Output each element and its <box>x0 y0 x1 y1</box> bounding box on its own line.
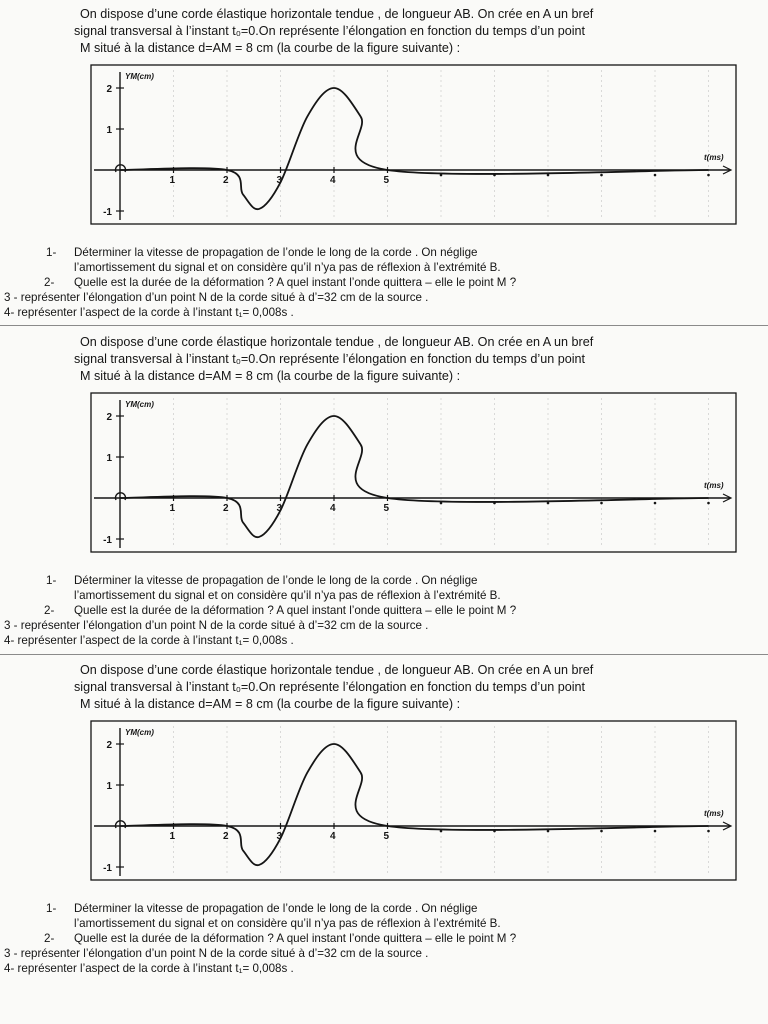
intro-line-3: M situé à la distance d=AM = 8 cm (la courbe de la figure suivante) : <box>80 369 461 383</box>
y-tick-label: 2 <box>106 84 112 95</box>
y-tick-label: -1 <box>103 207 112 218</box>
exercise-block-3 <box>0 656 768 1024</box>
q1-number: 1- <box>46 902 57 915</box>
y-tick-label: -1 <box>103 535 112 546</box>
y-tick-label: 1 <box>106 781 112 792</box>
x-tick-label: 5 <box>383 175 390 186</box>
x-tick-dot <box>654 174 657 177</box>
q1-line-2: l’amortissement du signal et on considère qu’il n’ya pas de réflexion à l’extrémité B. <box>74 589 501 602</box>
x-tick-label: 1 <box>169 831 176 842</box>
q4-text: 4- représenter l’aspect de la corde à l’instant t₁= 0,008s . <box>4 306 294 319</box>
x-tick-dot <box>600 830 603 833</box>
chart-frame <box>91 393 736 552</box>
intro-line-2: signal transversal à l’instant t₀=0.On représente l’élongation en fonction du temps d’un point <box>74 24 586 38</box>
x-tick-dot <box>707 830 710 833</box>
intro-line-3: M situé à la distance d=AM = 8 cm (la courbe de la figure suivante) : <box>80 697 461 711</box>
intro-line-1: On dispose d’une corde élastique horizontale tendue , de longueur AB. On crée en A un bref <box>80 335 594 349</box>
q2-text: Quelle est la durée de la déformation ? A quel instant l’onde quittera – elle le point M ? <box>74 932 517 945</box>
q3-text: 3 - représenter l’élongation d’un point N de la corde situé à d’=32 cm de la source . <box>4 947 429 960</box>
y-axis-label: YM(cm) <box>125 72 154 81</box>
elongation-graph <box>90 64 738 226</box>
q1-number: 1- <box>46 574 57 587</box>
q1-line-1: Déterminer la vitesse de propagation de l’onde le long de la corde . On néglige <box>74 902 478 915</box>
elongation-graph <box>90 720 738 882</box>
exercise-block-1 <box>0 0 768 328</box>
x-tick-dot <box>600 502 603 505</box>
elongation-graph <box>90 392 738 554</box>
elongation-chart-svg <box>90 64 738 226</box>
q2-number: 2- <box>44 932 55 945</box>
x-tick-label: 2 <box>223 831 229 842</box>
x-tick-dot <box>707 174 710 177</box>
x-tick-label: 1 <box>169 175 176 186</box>
x-tick-dot <box>654 502 657 505</box>
y-tick-label: 2 <box>106 412 112 423</box>
x-tick-label: 5 <box>383 503 390 514</box>
y-tick-label: 1 <box>106 125 112 136</box>
q1-line-2: l’amortissement du signal et on considère qu’il n’ya pas de réflexion à l’extrémité B. <box>74 261 501 274</box>
x-axis-label: t(ms) <box>704 481 724 490</box>
y-tick-label: 1 <box>106 453 112 464</box>
separator-1 <box>0 325 768 326</box>
q1-number: 1- <box>46 246 57 259</box>
elongation-chart-svg <box>90 720 738 882</box>
q3-text: 3 - représenter l’élongation d’un point N de la corde situé à d’=32 cm de la source . <box>4 619 429 632</box>
q2-number: 2- <box>44 604 55 617</box>
q2-number: 2- <box>44 276 55 289</box>
chart-frame <box>91 721 736 880</box>
q2-text: Quelle est la durée de la déformation ? A quel instant l’onde quittera – elle le point M ? <box>74 276 517 289</box>
intro-line-3: M situé à la distance d=AM = 8 cm (la courbe de la figure suivante) : <box>80 41 461 55</box>
x-tick-dot <box>707 502 710 505</box>
separator-2 <box>0 654 768 655</box>
intro-text <box>74 334 734 385</box>
y-tick-label: 2 <box>106 740 112 751</box>
x-axis-label: t(ms) <box>704 809 724 818</box>
x-axis-label: t(ms) <box>704 153 724 162</box>
q1-line-1: Déterminer la vitesse de propagation de l’onde le long de la corde . On néglige <box>74 574 478 587</box>
x-tick-label: 4 <box>330 831 336 842</box>
q4-text: 4- représenter l’aspect de la corde à l’instant t₁= 0,008s . <box>4 962 294 975</box>
intro-line-1: On dispose d’une corde élastique horizontale tendue , de longueur AB. On crée en A un bref <box>80 663 594 677</box>
elongation-curve <box>120 88 709 209</box>
x-tick-label: 2 <box>223 503 229 514</box>
x-tick-label: 1 <box>169 503 176 514</box>
y-tick-label: -1 <box>103 863 112 874</box>
q4-text: 4- représenter l’aspect de la corde à l’instant t₁= 0,008s . <box>4 634 294 647</box>
x-tick-dot <box>654 830 657 833</box>
exercise-block-2 <box>0 328 768 656</box>
y-axis-label: YM(cm) <box>125 728 154 737</box>
x-tick-label: 5 <box>383 831 390 842</box>
x-tick-label: 4 <box>330 503 336 514</box>
elongation-curve <box>120 416 709 537</box>
intro-line-2: signal transversal à l’instant t₀=0.On représente l’élongation en fonction du temps d’un point <box>74 680 586 694</box>
x-tick-label: 2 <box>223 175 229 186</box>
y-axis-label: YM(cm) <box>125 400 154 409</box>
intro-line-2: signal transversal à l’instant t₀=0.On représente l’élongation en fonction du temps d’un point <box>74 352 586 366</box>
elongation-curve <box>120 744 709 865</box>
q2-text: Quelle est la durée de la déformation ? A quel instant l’onde quittera – elle le point M ? <box>74 604 517 617</box>
intro-text <box>74 6 734 57</box>
elongation-chart-svg <box>90 392 738 554</box>
x-tick-label: 4 <box>330 175 336 186</box>
x-tick-dot <box>600 174 603 177</box>
x-tick-label: 3 <box>276 831 283 842</box>
q3-text: 3 - représenter l’élongation d’un point N de la corde situé à d’=32 cm de la source . <box>4 291 429 304</box>
x-tick-label: 3 <box>276 503 283 514</box>
q1-line-2: l’amortissement du signal et on considère qu’il n’ya pas de réflexion à l’extrémité B. <box>74 917 501 930</box>
chart-frame <box>91 65 736 224</box>
q1-line-1: Déterminer la vitesse de propagation de l’onde le long de la corde . On néglige <box>74 246 478 259</box>
x-tick-label: 3 <box>276 175 283 186</box>
intro-text <box>74 662 734 713</box>
intro-line-1: On dispose d’une corde élastique horizontale tendue , de longueur AB. On crée en A un bref <box>80 7 594 21</box>
